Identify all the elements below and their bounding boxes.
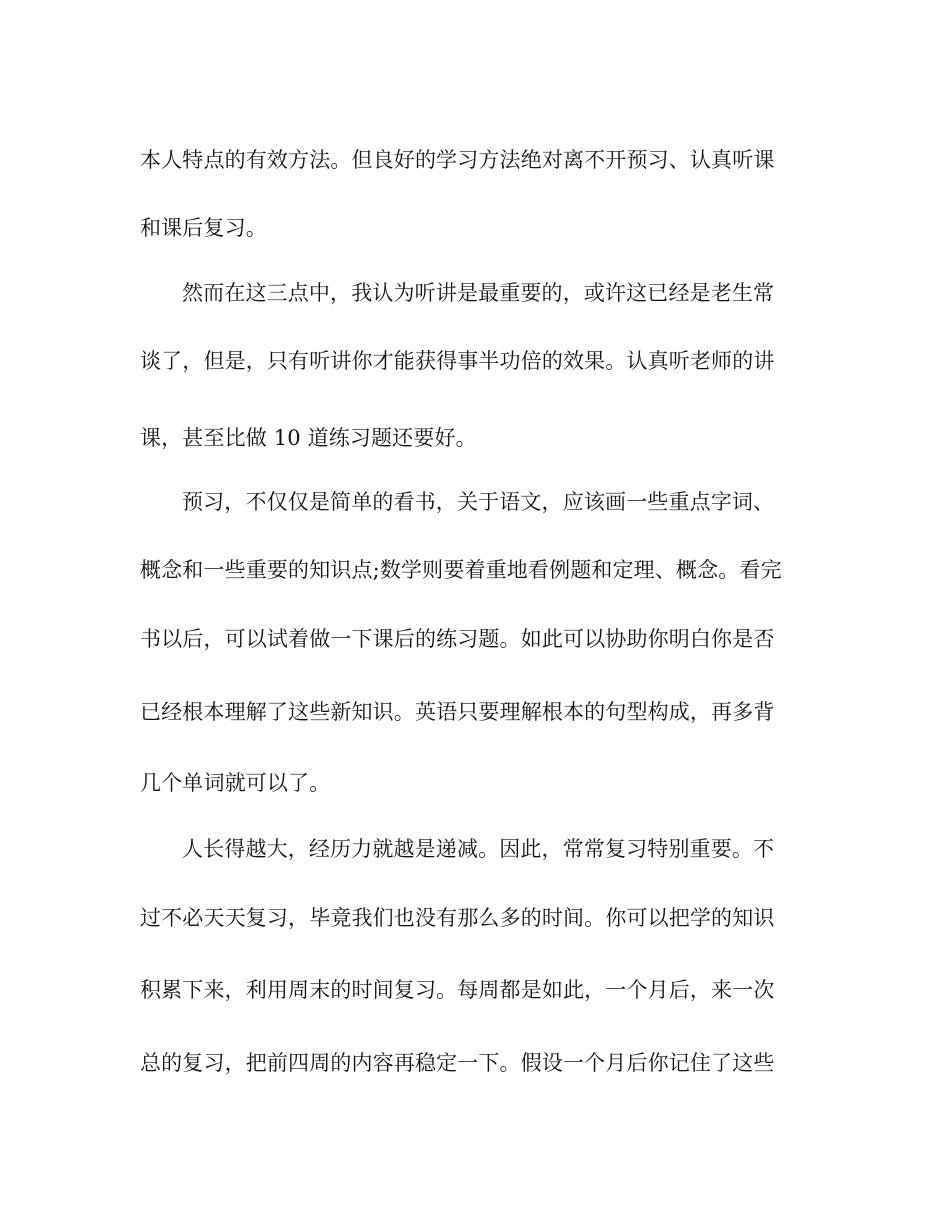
text-line: 谈了，但是，只有听讲你才能获得事半功倍的效果。认真听老师的讲 (140, 349, 775, 373)
text-line: 几个单词就可以了。 (140, 771, 331, 795)
text-line: 书以后，可以试着做一下课后的练习题。如此可以协助你明白你是否 (140, 627, 775, 651)
paragraph-start-line: 预习，不仅仅是简单的看书，关于语文，应该画一些重点字词、 (182, 490, 775, 514)
text-line: 概念和一些重要的知识点;数学则要着重地看例题和定理、概念。看完 (140, 558, 782, 582)
text-line: 课，甚至比做 10 道练习题还要好。 (140, 426, 477, 450)
paragraph-start-line: 然而在这三点中，我认为听讲是最重要的，或许这已经是老生常 (182, 281, 775, 305)
text-line: 总的复习，把前四周的内容再稳定一下。假设一个月后你记住了这些 (140, 1051, 775, 1075)
text-line: 和课后复习。 (140, 216, 267, 240)
text-line: 过不必天天复习，毕竟我们也没有那么多的时间。你可以把学的知识 (140, 906, 775, 930)
paragraph-start-line: 人长得越大，经历力就越是递减。因此，常常复习特别重要。不 (182, 837, 775, 861)
text-line: 积累下来，利用周末的时间复习。每周都是如此，一个月后，来一次 (140, 978, 775, 1002)
text-line: 本人特点的有效方法。但良好的学习方法绝对离不开预习、认真听课 (140, 148, 775, 172)
text-line: 已经根本理解了这些新知识。英语只要理解根本的句型构成，再多背 (140, 700, 775, 724)
